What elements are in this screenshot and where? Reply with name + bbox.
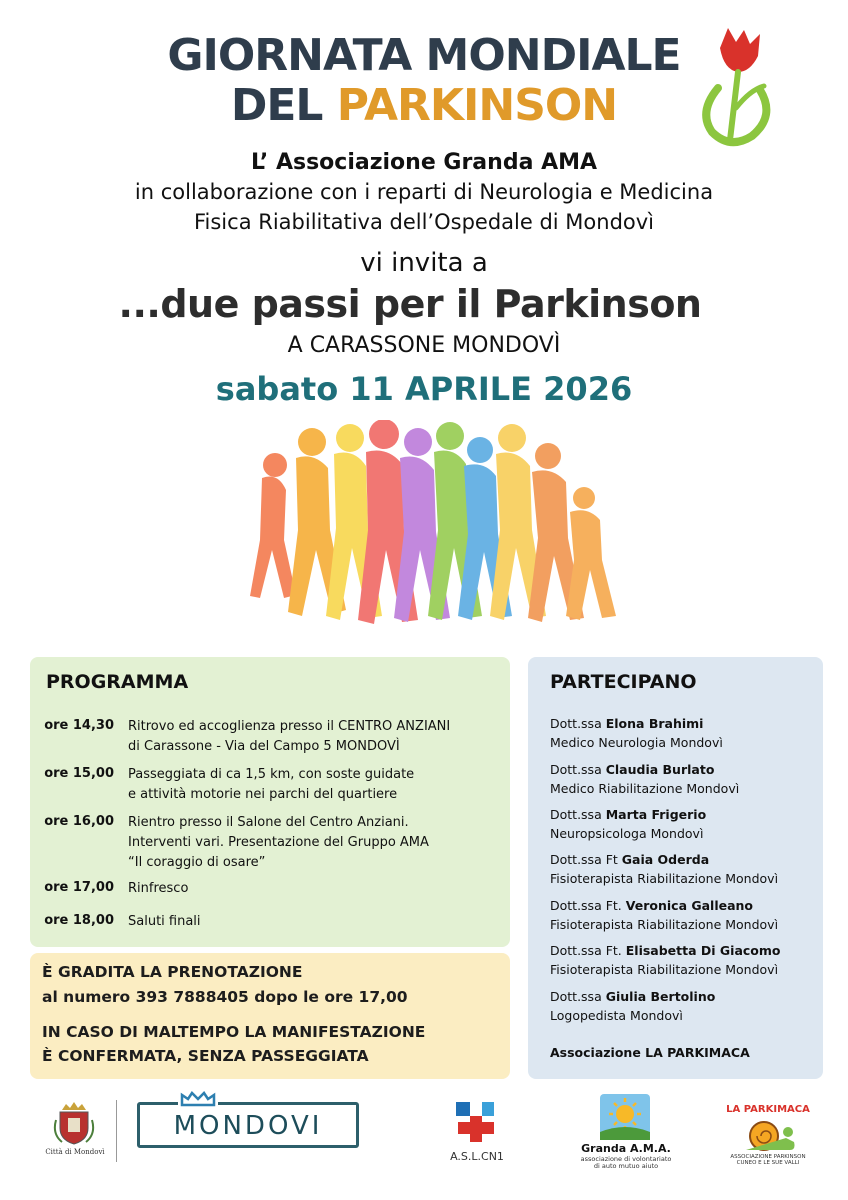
- programma-panel: [30, 657, 510, 947]
- participant-name: Claudia Burlato: [605, 762, 715, 777]
- event-place: A CARASSONE MONDOVÌ: [287, 333, 561, 358]
- participant: [550, 987, 818, 1025]
- asl-label: A.S.L.CN1: [450, 1150, 504, 1163]
- programma-line: Saluti finali: [128, 914, 201, 929]
- participant-name: Marta Frigerio: [605, 807, 707, 822]
- participant-title: Dott.ssa Ft: [550, 852, 622, 867]
- svg-text:LA PARKIMACA: LA PARKIMACA: [726, 1104, 810, 1115]
- participant-role: Medico Riabilitazione Mondovì: [550, 781, 740, 796]
- participant-role: Medico Neurologia Mondovì: [550, 735, 723, 750]
- collaboration-line2: Fisica Riabilitativa dell’Ospedale di Mondovì: [193, 210, 655, 234]
- event-date: sabato 11 APRILE 2026: [215, 370, 633, 408]
- participant-role: Fisioterapista Riabilitazione Mondovì: [550, 917, 779, 932]
- subtitle-line: di auto mutuo aiuto: [593, 1162, 659, 1170]
- parkimaca-subtitle: [720, 1154, 816, 1166]
- asl-cross-icon: [452, 1100, 498, 1144]
- event-headline: ...due passi per il Parkinson: [118, 282, 702, 326]
- participant-title: Dott.ssa: [550, 716, 606, 731]
- participant-title: Dott.ssa Ft.: [550, 943, 626, 958]
- weather-notice-line1: IN CASO DI MALTEMPO LA MANIFESTAZIONE: [42, 1023, 426, 1041]
- participant: [550, 941, 818, 979]
- sun-logo-icon: [598, 1092, 652, 1142]
- weather-notice-line2: È CONFERMATA, SENZA PASSEGGIATA: [42, 1047, 369, 1065]
- page-title-line1: GIORNATA MONDIALE: [167, 30, 681, 81]
- programma-time: ore 15,00: [44, 766, 114, 781]
- association-name: L’ Associazione Granda AMA: [250, 150, 598, 175]
- title-highlight: PARKINSON: [336, 80, 618, 131]
- programma-line: “Il coraggio di osare”: [128, 855, 266, 870]
- participant-name: Elona Brahimi: [605, 716, 704, 731]
- crown-icon: [178, 1091, 218, 1107]
- programma-description: [128, 717, 498, 757]
- programma-time: ore 18,00: [44, 913, 114, 928]
- subtitle-line: ASSOCIAZIONE PARKINSON: [730, 1154, 806, 1160]
- programma-description: [128, 912, 498, 932]
- participant-name: Veronica Galleano: [625, 898, 754, 913]
- booking-line1: È GRADITA LA PRENOTAZIONE: [42, 963, 303, 981]
- programma-description: [128, 813, 498, 873]
- tulip-logo-icon: [690, 28, 786, 150]
- parkimaca-credit: Associazione LA PARKIMACA: [550, 1045, 750, 1060]
- participant-name: Gaia Oderda: [621, 852, 710, 867]
- participant: [550, 896, 818, 934]
- programma-line: Ritrovo ed accoglienza presso il CENTRO ANZIANI: [128, 719, 451, 734]
- booking-phone: al numero 393 7888405 dopo le ore 17,00: [42, 988, 408, 1006]
- participant-title: Dott.ssa: [550, 762, 606, 777]
- programma-line: Interventi vari. Presentazione del Gruppo AMA: [128, 835, 429, 850]
- programma-title: PROGRAMMA: [46, 671, 189, 693]
- programma-time: ore 17,00: [44, 880, 114, 895]
- collaboration-line1: in collaborazione con i reparti di Neurologia e Medicina: [134, 180, 714, 204]
- participant-title: Dott.ssa: [550, 989, 606, 1004]
- participant-role: Logopedista Mondovì: [550, 1008, 683, 1023]
- participant: [550, 714, 818, 752]
- partecipano-title: PARTECIPANO: [550, 671, 697, 693]
- programma-time: ore 16,00: [44, 814, 114, 829]
- mondovi-logo: [137, 1102, 359, 1148]
- participant-name: Giulia Bertolino: [605, 989, 716, 1004]
- programma-line: e attività motorie nei parchi del quartiere: [128, 787, 398, 802]
- subtitle-line: associazione di volontariato: [580, 1155, 672, 1163]
- programma-time: ore 14,30: [44, 718, 114, 733]
- city-caption: Città di Mondovì: [45, 1148, 105, 1156]
- city-crest-icon: [52, 1100, 96, 1146]
- sponsor-logos: [0, 1088, 848, 1188]
- booking-panel: [30, 953, 510, 1079]
- programma-line: di Carassone - Via del Campo 5 MONDOVÌ: [128, 739, 400, 754]
- invite-text: vi invita a: [360, 248, 488, 278]
- mondovi-wordmark: MONDOVI: [173, 1111, 323, 1141]
- parkimaca-snail-logo: [726, 1098, 810, 1158]
- partecipano-panel: [528, 657, 823, 1079]
- participant-title: Dott.ssa Ft.: [550, 898, 626, 913]
- granda-ama-name: Granda A.M.A.: [581, 1142, 671, 1155]
- programma-line: Rinfresco: [128, 881, 189, 896]
- divider: [116, 1100, 117, 1162]
- programma-line: Passeggiata di ca 1,5 km, con soste guidate: [128, 767, 415, 782]
- participant: [550, 760, 818, 798]
- programma-line: Rientro presso il Salone del Centro Anziani.: [128, 815, 409, 830]
- programma-description: [128, 765, 498, 805]
- walking-people-illustration: [250, 420, 620, 635]
- participant-name: Elisabetta Di Giacomo: [625, 943, 781, 958]
- granda-ama-subtitle: [574, 1156, 678, 1170]
- participant-title: Dott.ssa: [550, 807, 606, 822]
- programma-description: [128, 879, 498, 899]
- participant: [550, 805, 818, 843]
- participant-role: Neuropsicologa Mondovì: [550, 826, 704, 841]
- participant-role: Fisioterapista Riabilitazione Mondovì: [550, 962, 779, 977]
- participant-role: Fisioterapista Riabilitazione Mondovì: [550, 871, 779, 886]
- participant: [550, 850, 818, 888]
- title-prefix: DEL: [230, 80, 337, 131]
- subtitle-line: CUNEO E LE SUE VALLI: [736, 1160, 800, 1166]
